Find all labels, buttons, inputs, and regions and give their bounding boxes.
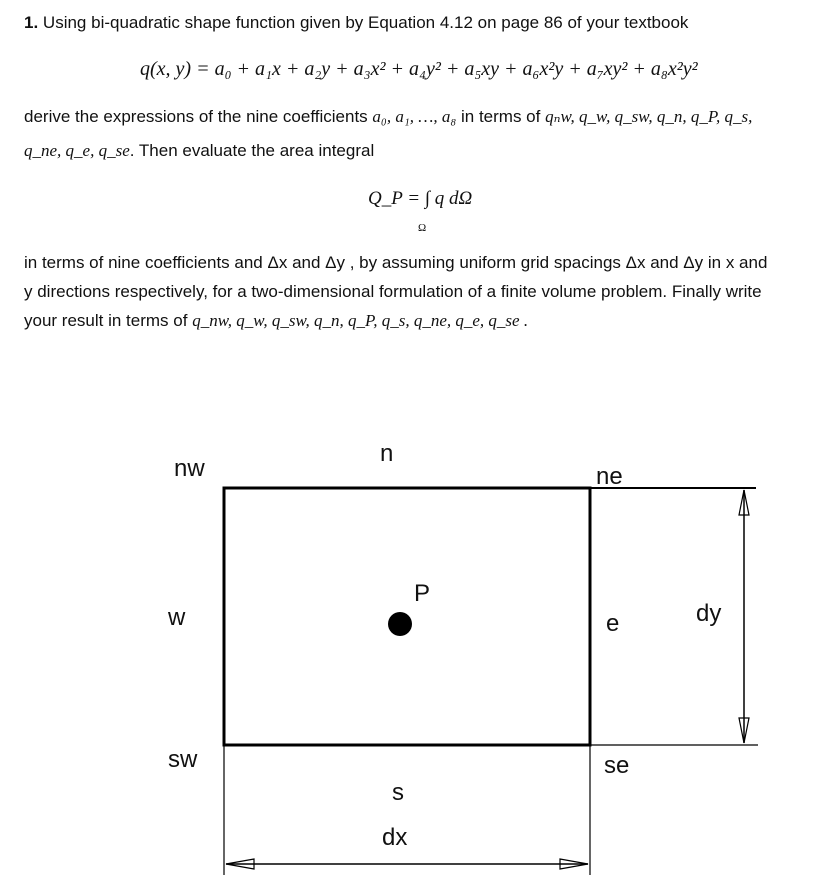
label-n: n [380,440,394,467]
label-s: s [392,779,404,806]
para2-line1: in terms of nine coefficients and Δx and Δy , by assuming uniform grid spacings Δx and Δy in x and [24,253,768,272]
label-nw: nw [174,455,205,482]
node-p-dot [388,612,412,636]
in-terms-text: in terms of [461,107,541,126]
label-dx: dx [382,824,408,851]
para2-line2: y directions respectively, for a two-dimensional formulation of a finite volume problem. Finally write [24,282,762,301]
label-sw: sw [168,746,198,773]
label-dy: dy [696,600,722,627]
then-text: . Then evaluate the area integral [129,141,375,160]
equation-text: q(x, y) = a₀ + a₁x + a₂y + a₃x² + a₄y² + a₅xy + a₆x²y + a₇xy² + a₈x²y² [140,58,698,80]
para2-line3-text: your result in terms of [24,311,188,330]
problem-intro: Using bi-quadratic shape function given by Equation 4.12 on page 86 of your textbook [42,13,689,32]
q-list-b: q_ne, q_e, q_se [24,141,130,160]
q-list-a: qₙw, q_w, q_sw, q_n, q_P, q_s, [545,107,753,126]
integral-subscript: Ω [418,222,427,234]
problem-number: 1. [24,13,39,32]
integral-text: Q_P = ∫ q dΩ [368,188,473,209]
coefficient-list: a₀, a₁, …, a₈ [372,107,457,126]
derive-text: derive the expressions of the nine coefficients [24,107,368,126]
label-w: w [168,604,186,631]
label-p: P [414,580,431,607]
label-e: e [606,610,620,637]
label-se: se [604,752,630,779]
q-list-full: q_nw, q_w, q_sw, q_n, q_P, q_s, q_ne, q_e, q_se . [192,311,529,330]
label-ne: ne [596,463,623,490]
